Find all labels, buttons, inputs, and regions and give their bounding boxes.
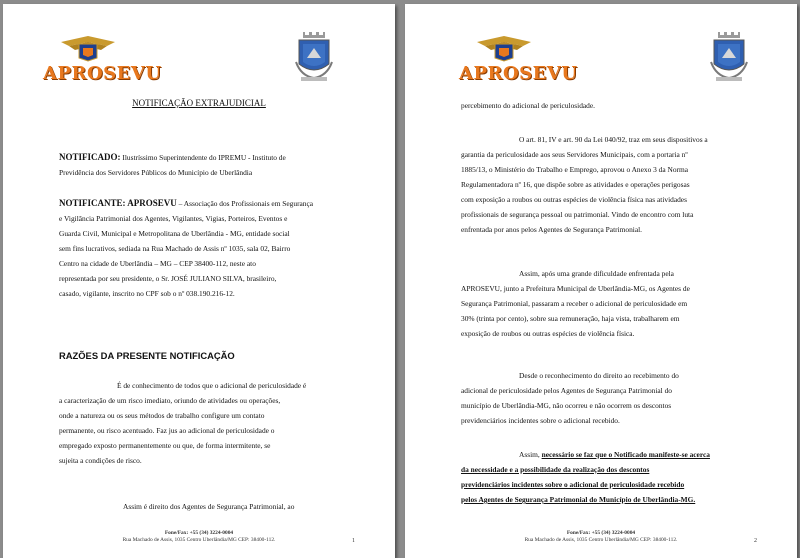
page-number: 1 [352,538,355,544]
uberlandia-crest-icon [295,32,333,82]
para1-line: profissionais de segurança pessoal ou patrimonial. Vindo de encontro com luta [461,210,694,219]
notificante-line: representada por seu presidente, o Sr. JOSÉ JULIANO SILVA, brasileiro, [59,274,277,283]
notificante-paragraph [59,196,353,301]
razoes-line: sujeita a condições de risco. [59,456,142,465]
aprosevu-logo-icon [43,32,162,92]
para2-line: Assim, após uma grande dificuldade enfrentada pela [519,269,674,278]
uberlandia-crest-icon [710,32,748,82]
notificante-line: casado, vigilante, inscrito no CPF sob o nº 038.190.216-12. [59,289,235,298]
notificante-line: – Associação dos Profissionais em Segurança [178,199,314,208]
razoes-line: a caracterização de um risco imediato, oriundo de atividades ou operações, [59,396,281,405]
section-heading: RAZÕES DA PRESENTE NOTIFICAÇÃO [59,350,235,361]
para3-line: previdenciários incidentes sobre o adicional recebido. [461,416,620,425]
notificante-line: sem fins lucrativos, sediada na Rua Machado de Assis nº 1035, sala 02, Bairro [59,244,291,253]
razoes-paragraph [59,378,353,468]
para2-line: 30% (trinta por cento), sobre sua remuneração, haja vista, trabalharem em [461,314,680,323]
para1-line: Regulamentadora nº 16, que dispõe sobre as atividades e operações perigosas [461,180,690,189]
razoes-line: empregado exposto permanentemente ou que, de forma intermitente, se [59,441,271,450]
para3-line: adicional de periculosidade pelos Agentes de Segurança Patrimonial do [461,386,672,395]
notificante-line: Guarda Civil, Municipal e Metropolitana de Uberlândia - MG, entidade social [59,229,290,238]
notificante-label: NOTIFICANTE: APROSEVU [59,198,177,208]
para4-plain: Assim, [519,450,542,459]
para3-line: Desde o reconhecimento do direito ao recebimento do [519,371,679,380]
para4 [461,447,755,507]
para4-underlined: necessário se faz que o Notificado manifeste-se acerca [541,450,710,459]
para1-line: 1885/13, o Ministério do Trabalho e Emprego, aprovou o Anexo 3 da Norma [461,165,689,174]
para3 [461,368,755,428]
aprosevu-logo-icon [459,32,578,92]
footer-address: Rua Machado de Assis, 1035 Centro Uberlândia/MG CEP: 38400-112. [122,537,276,543]
document-title: NOTIFICAÇÃO EXTRAJUDICIAL [132,98,266,108]
document-page-1 [3,4,395,558]
page-number: 2 [754,538,757,544]
page1-last-line: Assim é direito dos Agentes de Segurança Patrimonial, ao [123,502,295,511]
notificante-line: e Vigilância Patrimonial dos Agentes, Vigilantes, Vigias, Porteiros, Eventos e [59,214,288,223]
notificado-paragraph [59,150,353,180]
para4-line: pelos Agentes de Segurança Patrimonial do Município de Uberlândia-MG. [461,495,696,504]
notificado-line: Ilustríssimo Superintendente do IPREMU - Instituto de [122,153,286,162]
para1-line: garantia da periculosidade aos seus Servidores Municipais, com a portaria nº [461,150,688,159]
document-page-2 [405,4,797,558]
para1-line: O art. 81, IV e art. 90 da Lei 040/92, traz em seus dispositivos a [519,135,708,144]
para1 [461,132,755,237]
para2 [461,266,755,341]
footer-phone: Fone/Fax: +55 (34) 3224-0004 [164,530,234,536]
page-footer [405,530,797,544]
para2-line: Segurança Patrimonial, passaram a receber o adicional de periculosidade em [461,299,688,308]
para1-line: enfrentada por anos pelos Agentes de Segurança Patrimonial. [461,225,643,234]
page-footer [3,530,395,544]
para2-line: exposição de roubos ou outras espécies de violência física. [461,329,635,338]
logo-text: APROSEVU [459,63,578,84]
footer-address: Rua Machado de Assis, 1035 Centro Uberlândia/MG CEP: 38400-112. [524,537,678,543]
para2-line: APROSEVU, junto a Prefeitura Municipal de Uberlândia-MG, os Agentes de [461,284,690,293]
para1-line: com exposição a roubos ou outras espécies de violência física nas atividades [461,195,687,204]
notificado-label: NOTIFICADO: [59,152,121,162]
razoes-line: É de conhecimento de todos que o adicional de periculosidade é [117,381,307,390]
notificante-line: Centro na cidade de Uberlândia – MG – CEP 38400-112, neste ato [59,259,256,268]
razoes-line: permanente, ou risco acentuado. Faz jus ao adicional de periculosidade o [59,426,275,435]
notificado-line: Previdência dos Servidores Públicos do Município de Uberlândia [59,168,253,177]
continuation-line: percebimento do adicional de periculosidade. [461,101,596,110]
razoes-line: onde a natureza ou os seus métodos de trabalho configure um contato [59,411,265,420]
para4-line: da necessidade e a possibilidade da realização dos descontos [461,465,650,474]
para3-line: município de Uberlândia-MG, não ocorreu e não ocorrem os descontos [461,401,672,410]
footer-phone: Fone/Fax: +55 (34) 3224-0004 [566,530,636,536]
para4-line: previdenciários incidentes sobre o adicional de periculosidade recebido [461,480,685,489]
logo-text: APROSEVU [43,63,162,84]
